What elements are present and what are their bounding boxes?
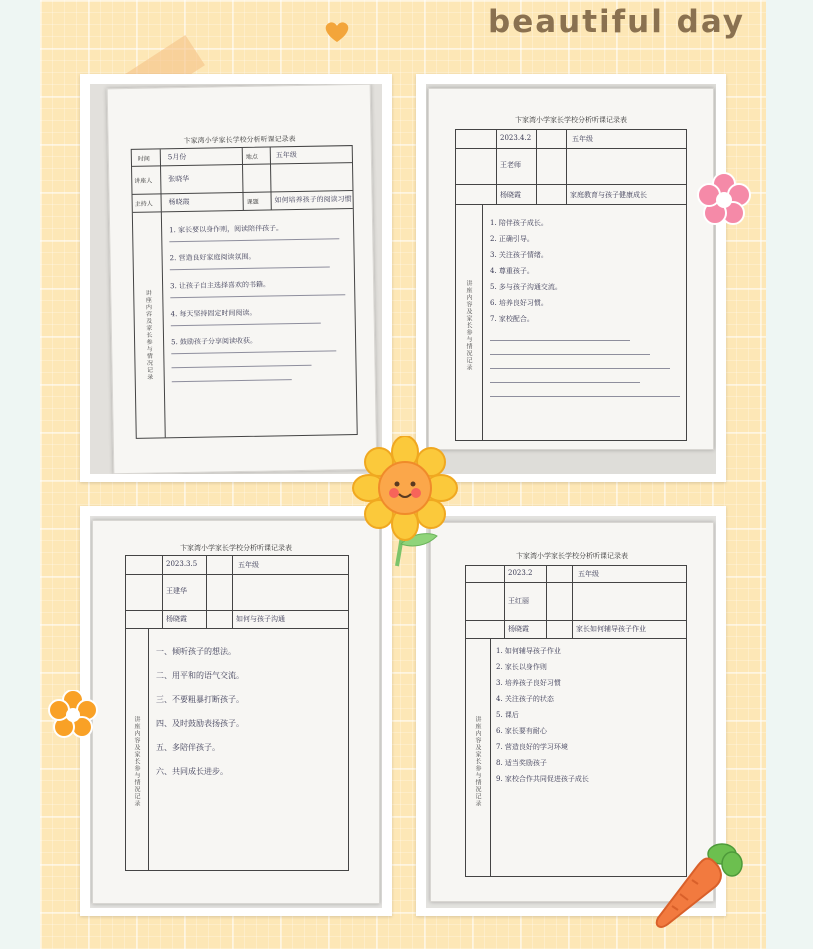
record-line-6: 6. 培养良好习惯。 xyxy=(490,299,548,307)
sunflower-icon xyxy=(351,436,459,570)
date-label: 时间 xyxy=(137,155,150,163)
heart-icon xyxy=(321,18,353,44)
photo-frame-3 xyxy=(80,506,392,916)
speaker-value: 王红丽 xyxy=(508,597,529,605)
date-value: 5月份 xyxy=(167,152,187,162)
place-label: 地点 xyxy=(245,153,258,161)
host-value: 杨晓霞 xyxy=(508,625,529,633)
record-line-3: 3. 让孩子自主选择喜欢的书籍。 xyxy=(170,280,271,291)
record-line-9: 9. 家校合作共同促进孩子成长 xyxy=(496,775,589,783)
speaker-value: 王老师 xyxy=(500,161,521,169)
place-value: 五年级 xyxy=(572,135,593,143)
form-table xyxy=(455,129,687,441)
record-line-4: 4. 每天坚持固定时间阅读。 xyxy=(170,308,257,319)
form-table xyxy=(131,145,358,439)
record-line-1: 1. 如何辅导孩子作业 xyxy=(496,647,561,655)
host-value: 杨晓霞 xyxy=(166,615,187,623)
record-line-6: 六、共同成长进步。 xyxy=(156,767,228,776)
record-line-2: 二、用平和的语气交流。 xyxy=(156,671,244,680)
record-line-3: 三、不要粗暴打断孩子。 xyxy=(156,695,244,704)
photo-2 xyxy=(426,84,716,474)
record-line-5: 5. 课后 xyxy=(496,711,519,719)
record-sheet-3 xyxy=(92,520,380,904)
record-line-1: 一、倾听孩子的想法。 xyxy=(156,647,236,656)
record-line-6: 6. 家长要有耐心 xyxy=(496,727,547,735)
record-line-8: 8. 适当奖励孩子 xyxy=(496,759,547,767)
record-line-4: 4. 尊重孩子。 xyxy=(490,267,534,275)
orange-flower-icon xyxy=(48,690,98,740)
record-line-1: 1. 家长要以身作则，阅读陪伴孩子。 xyxy=(169,224,284,235)
vertical-label: 讲座内容及家长参与情况记录 xyxy=(133,716,140,807)
record-sheet-1 xyxy=(107,84,378,474)
sheet-title: 卞家湾小学家长学校分析听课记录表 xyxy=(180,544,292,552)
vertical-label: 讲座内容及家长参与情况记录 xyxy=(465,280,472,371)
record-line-7: 7. 营造良好的学习环境 xyxy=(496,743,568,751)
date-value: 2023.3.5 xyxy=(166,560,198,568)
record-line-2: 2. 家长以身作则 xyxy=(496,663,547,671)
sheet-title: 卞家湾小学家长学校分析听课记录表 xyxy=(516,552,628,560)
host-label: 主持人 xyxy=(134,200,153,208)
form-table xyxy=(125,555,349,871)
speaker-label: 讲座人 xyxy=(134,177,153,185)
record-line-3: 3. 培养孩子良好习惯 xyxy=(496,679,561,687)
date-value: 2023.4.2 xyxy=(500,134,532,142)
record-line-1: 1. 陪伴孩子成长。 xyxy=(490,219,548,227)
place-value: 五年级 xyxy=(238,561,259,569)
record-line-7: 7. 家校配合。 xyxy=(490,315,534,323)
photo-1 xyxy=(90,84,382,474)
poster-background xyxy=(40,0,766,949)
speaker-value: 王建华 xyxy=(166,587,187,595)
photo-3 xyxy=(90,516,382,908)
pink-flower-icon xyxy=(696,172,752,228)
form-table xyxy=(465,565,687,877)
speaker-value: 张晓华 xyxy=(168,174,190,184)
photo-frame-1 xyxy=(80,74,392,482)
sheet-title: 卞家湾小学家长学校分析听课记录表 xyxy=(183,135,296,145)
topic-value: 家长如何辅导孩子作业 xyxy=(576,625,646,633)
topic-label: 课题 xyxy=(246,198,259,206)
record-line-2: 2. 营造良好家庭阅读氛围。 xyxy=(169,252,256,263)
record-line-5: 5. 鼓励孩子分享阅读收获。 xyxy=(171,336,258,347)
place-value: 五年级 xyxy=(578,570,599,578)
record-line-4: 四、及时鼓励表扬孩子。 xyxy=(156,719,244,728)
record-line-2: 2. 正确引导。 xyxy=(490,235,534,243)
host-value: 杨晓霞 xyxy=(500,191,521,199)
topic-value: 如何与孩子沟通 xyxy=(236,615,285,623)
topic-value: 如何培养孩子的阅读习惯 xyxy=(274,195,352,205)
carrot-icon xyxy=(650,838,746,934)
topic-value: 家庭教育与孩子健康成长 xyxy=(570,191,647,199)
record-sheet-2 xyxy=(428,88,714,450)
place-value: 五年级 xyxy=(275,151,297,160)
record-line-5: 5. 多与孩子沟通交流。 xyxy=(490,283,562,291)
headline: beautiful day xyxy=(488,4,745,40)
photo-frame-2 xyxy=(416,74,726,482)
host-value: 杨晓霞 xyxy=(168,197,190,207)
date-value: 2023.2 xyxy=(508,569,533,577)
record-line-4: 4. 关注孩子的状态 xyxy=(496,695,554,703)
sheet-title: 卞家湾小学家长学校分析听课记录表 xyxy=(515,116,627,124)
vertical-label: 讲座内容及家长参与情况记录 xyxy=(144,289,153,381)
vertical-label: 讲座内容及家长参与情况记录 xyxy=(474,716,481,807)
record-line-5: 五、多陪伴孩子。 xyxy=(156,743,220,752)
record-line-3: 3. 关注孩子情绪。 xyxy=(490,251,548,259)
